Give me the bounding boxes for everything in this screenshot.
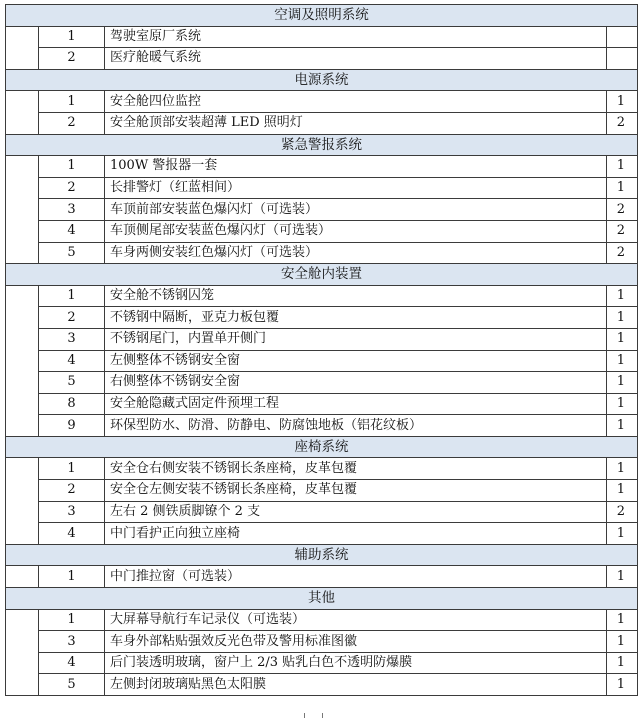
item-number: 1 xyxy=(39,609,105,631)
sheet-edge-tick xyxy=(304,713,305,718)
item-number: 4 xyxy=(39,220,105,242)
item-quantity: 1 xyxy=(607,480,638,502)
item-number: 5 xyxy=(39,674,105,696)
item-quantity xyxy=(607,26,638,48)
table-row xyxy=(6,674,638,696)
item-quantity: 1 xyxy=(607,372,638,394)
item-number: 3 xyxy=(39,631,105,653)
item-quantity: 1 xyxy=(607,523,638,545)
item-name: 安全仓左侧安装不锈钢长条座椅，皮革包覆 xyxy=(105,480,607,502)
item-quantity: 2 xyxy=(607,199,638,221)
item-number: 2 xyxy=(39,480,105,502)
table-row xyxy=(6,242,638,264)
section-blank-cell xyxy=(6,26,39,69)
item-quantity xyxy=(607,48,638,70)
item-name: 环保型防水、防滑、防静电、防腐蚀地板（铝花纹板） xyxy=(105,415,607,437)
item-number: 4 xyxy=(39,523,105,545)
table-row xyxy=(6,480,638,502)
item-name: 左右 2 侧铁质脚镣个 2 支 xyxy=(105,501,607,523)
item-name: 车顶前部安装蓝色爆闪灯（可选装） xyxy=(105,199,607,221)
item-name: 大屏幕导航行车记录仪（可选装） xyxy=(105,609,607,631)
item-quantity: 2 xyxy=(607,242,638,264)
item-name: 左侧封闭玻璃贴黑色太阳膜 xyxy=(105,674,607,696)
section-title: 紧急警报系统 xyxy=(6,134,638,156)
item-number: 3 xyxy=(39,328,105,350)
item-name: 长排警灯（红蓝相间） xyxy=(105,177,607,199)
table-row xyxy=(6,220,638,242)
item-name: 不锈钢尾门，内置单开侧门 xyxy=(105,328,607,350)
item-number: 2 xyxy=(39,177,105,199)
item-name: 医疗舱暖气系统 xyxy=(105,48,607,70)
table-row xyxy=(6,372,638,394)
table-row xyxy=(6,26,638,48)
item-number: 2 xyxy=(39,112,105,134)
table-row xyxy=(6,285,638,307)
item-quantity: 1 xyxy=(607,415,638,437)
table-row xyxy=(6,91,638,113)
item-number: 1 xyxy=(39,458,105,480)
section-header-row xyxy=(6,588,638,610)
section-blank-cell xyxy=(6,285,39,436)
table-row xyxy=(6,458,638,480)
section-title: 其他 xyxy=(6,588,638,610)
item-number: 5 xyxy=(39,242,105,264)
section-blank-cell xyxy=(6,609,39,695)
item-quantity: 2 xyxy=(607,220,638,242)
sheet-edge-tick xyxy=(322,713,323,718)
item-name: 100W 警报器一套 xyxy=(105,156,607,178)
item-number: 4 xyxy=(39,350,105,372)
item-name: 安全舱隐藏式固定件预埋工程 xyxy=(105,393,607,415)
item-quantity: 2 xyxy=(607,112,638,134)
item-number: 1 xyxy=(39,156,105,178)
item-name: 后门装透明玻璃，窗户上 2/3 贴乳白色不透明防爆膜 xyxy=(105,652,607,674)
table-row xyxy=(6,523,638,545)
section-title: 安全舱内装置 xyxy=(6,264,638,286)
item-name: 不锈钢中隔断，亚克力板包覆 xyxy=(105,307,607,329)
item-quantity: 1 xyxy=(607,393,638,415)
section-title: 辅助系统 xyxy=(6,544,638,566)
table-row xyxy=(6,112,638,134)
item-name: 车顶侧尾部安装蓝色爆闪灯（可选装） xyxy=(105,220,607,242)
item-quantity: 1 xyxy=(607,609,638,631)
spec-table-body xyxy=(6,5,638,696)
section-title: 空调及照明系统 xyxy=(6,5,638,27)
section-header-row xyxy=(6,544,638,566)
section-blank-cell xyxy=(6,458,39,544)
item-name: 安全舱不锈钢囚笼 xyxy=(105,285,607,307)
item-name: 右侧整体不锈钢安全窗 xyxy=(105,372,607,394)
item-name: 驾驶室原厂系统 xyxy=(105,26,607,48)
section-title: 座椅系统 xyxy=(6,436,638,458)
item-name: 中门看护正向独立座椅 xyxy=(105,523,607,545)
item-quantity: 1 xyxy=(607,458,638,480)
item-number: 1 xyxy=(39,285,105,307)
item-number: 3 xyxy=(39,199,105,221)
item-number: 2 xyxy=(39,307,105,329)
table-row xyxy=(6,48,638,70)
table-row xyxy=(6,328,638,350)
section-blank-cell xyxy=(6,91,39,134)
table-row xyxy=(6,177,638,199)
table-row xyxy=(6,307,638,329)
item-quantity: 1 xyxy=(607,652,638,674)
item-number: 1 xyxy=(39,26,105,48)
table-row xyxy=(6,652,638,674)
item-number: 1 xyxy=(39,566,105,588)
item-name: 车身外部粘贴强效反光色带及警用标准图徽 xyxy=(105,631,607,653)
section-header-row xyxy=(6,69,638,91)
table-row xyxy=(6,609,638,631)
item-number: 1 xyxy=(39,91,105,113)
section-header-row xyxy=(6,264,638,286)
item-quantity: 2 xyxy=(607,501,638,523)
item-number: 9 xyxy=(39,415,105,437)
item-number: 2 xyxy=(39,48,105,70)
section-header-row xyxy=(6,5,638,27)
item-name: 左侧整体不锈钢安全窗 xyxy=(105,350,607,372)
item-number: 4 xyxy=(39,652,105,674)
section-title: 电源系统 xyxy=(6,69,638,91)
table-row xyxy=(6,156,638,178)
item-name: 车身两侧安装红色爆闪灯（可选装） xyxy=(105,242,607,264)
item-number: 3 xyxy=(39,501,105,523)
item-name: 安全舱顶部安装超薄 LED 照明灯 xyxy=(105,112,607,134)
item-quantity: 1 xyxy=(607,307,638,329)
section-header-row xyxy=(6,436,638,458)
table-row xyxy=(6,631,638,653)
table-row xyxy=(6,199,638,221)
item-number: 5 xyxy=(39,372,105,394)
item-quantity: 1 xyxy=(607,566,638,588)
table-row xyxy=(6,350,638,372)
item-quantity: 1 xyxy=(607,674,638,696)
table-row xyxy=(6,566,638,588)
table-row xyxy=(6,393,638,415)
item-quantity: 1 xyxy=(607,91,638,113)
item-name: 安全仓右侧安装不锈钢长条座椅，皮革包覆 xyxy=(105,458,607,480)
item-quantity: 1 xyxy=(607,177,638,199)
item-name: 中门推拉窗（可选装） xyxy=(105,566,607,588)
item-name: 安全舱四位监控 xyxy=(105,91,607,113)
table-row xyxy=(6,501,638,523)
item-quantity: 1 xyxy=(607,328,638,350)
equipment-spec-table xyxy=(5,4,638,696)
section-header-row xyxy=(6,134,638,156)
section-blank-cell xyxy=(6,156,39,264)
item-quantity: 1 xyxy=(607,350,638,372)
section-blank-cell xyxy=(6,566,39,588)
item-number: 8 xyxy=(39,393,105,415)
item-quantity: 1 xyxy=(607,631,638,653)
item-quantity: 1 xyxy=(607,285,638,307)
item-quantity: 1 xyxy=(607,156,638,178)
table-row xyxy=(6,415,638,437)
